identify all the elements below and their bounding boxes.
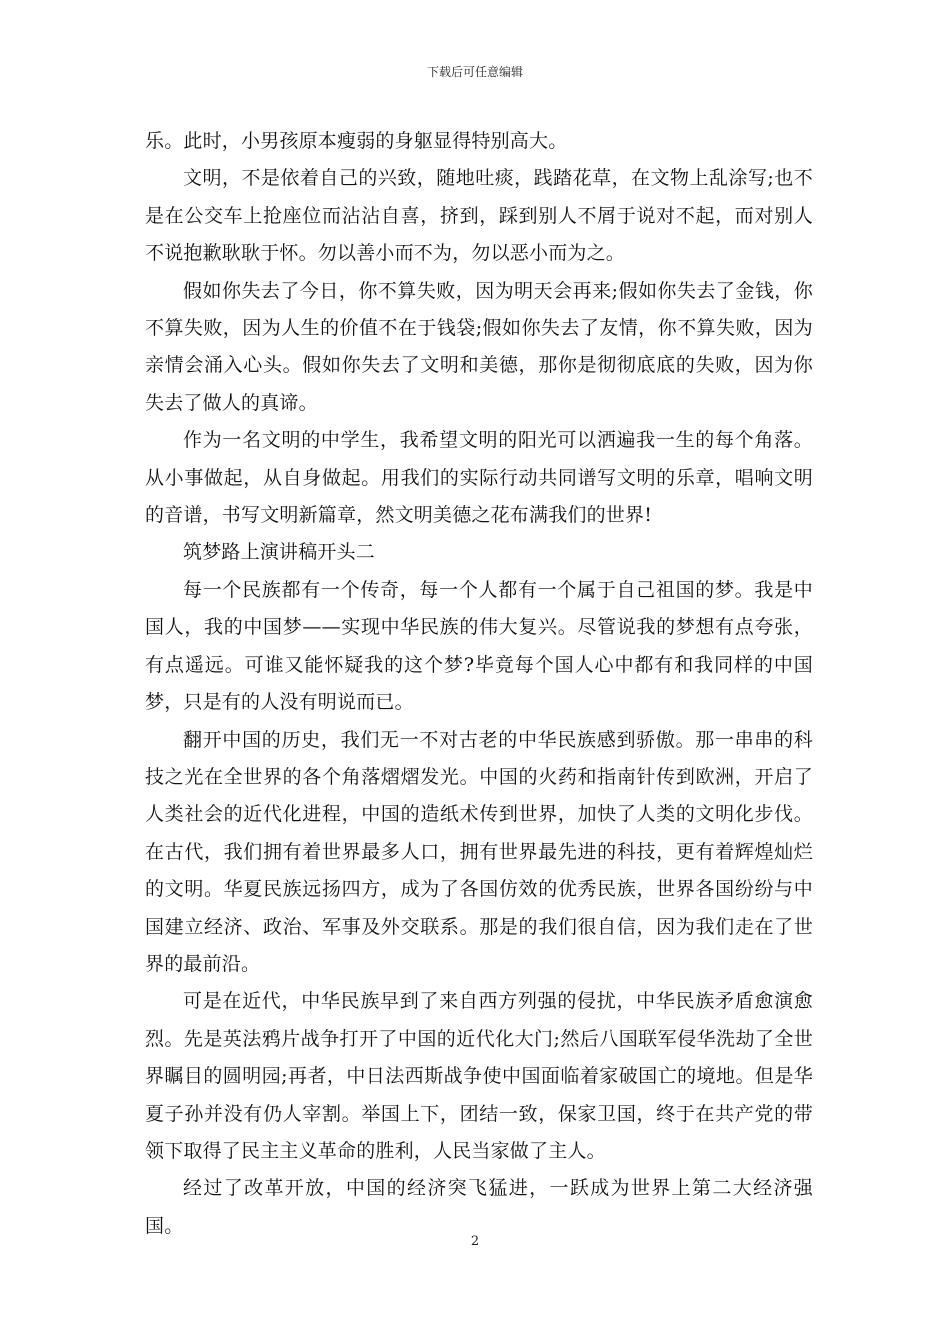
paragraph: 乐。此时，小男孩原本瘦弱的身躯显得特别高大。 — [145, 130, 568, 152]
paragraph: 每一个民族都有一个传奇，每一个人都有一个属于自己祖国的梦。我是中国人，我的中国梦——实现中华民族的伟大复兴。尽管说我的梦想有点夸张，有点遥远。可谁又能怀疑我的这个梦?毕竟每个国人心中都有和我同样的中国梦，只是有的人没有明说而已。 — [145, 578, 813, 714]
body-text — [145, 123, 813, 1245]
section-heading: 筑梦路上演讲稿开头二 — [183, 541, 376, 564]
paragraph: 文明，不是依着自己的兴致，随地吐痰，践踏花草，在文物上乱涂写;也不是在公交车上抢座位而沾沾自喜，挤到，踩到别人不屑于说对不起，而对别人不说抱歉耿耿于怀。勿以善小而不为，勿以恶小而为之。 — [145, 167, 813, 265]
paragraph: 假如你失去了今日，你不算失败，因为明天会再来;假如你失去了金钱，你不算失败，因为人生的价值不在于钱袋;假如你失去了友情，你不算失败，因为亲情会涌入心头。假如你失去了文明和美德，那你是彻彻底底的失败，因为你失去了做人的真谛。 — [145, 279, 813, 414]
paragraph: 经过了改革开放，中国的经济突飞猛进，一跃成为世界上第二大经济强国。 — [145, 1177, 813, 1237]
page-number: 2 — [470, 1234, 480, 1249]
paragraph: 可是在近代，中华民族早到了来自西方列强的侵扰，中华民族矛盾愈演愈烈。先是英法鸦片战争打开了中国的近代化大门;然后八国联军侵华洗劫了全世界瞩目的圆明园;再者，中日法西斯战争使中国面临着家破国亡的境地。但是华夏子孙并没有仍人宰割。举国上下，团结一致，保家卫国，终于在共产党的带领下取得了民主主义革命的胜利，人民当家做了主人。 — [145, 990, 813, 1162]
page-header: 下载后可任意编辑 — [426, 65, 523, 79]
paragraph: 翻开中国的历史，我们无一不对古老的中华民族感到骄傲。那一串串的科技之光在全世界的各个角落熠熠发光。中国的火药和指南针传到欧洲，开启了人类社会的近代化进程，中国的造纸术传到世界，加快了人类的文明化步伐。在古代，我们拥有着世界最多人口，拥有世界最先进的科技，更有着辉煌灿烂的文明。华夏民族远扬四方，成为了各国仿效的优秀民族，世界各国纷纷与中国建立经济、政治、军事及外交联系。那是的我们很自信，因为我们走在了世界的最前沿。 — [145, 728, 813, 975]
paragraph: 作为一名文明的中学生，我希望文明的阳光可以洒遍我一生的每个角落。从小事做起，从自身做起。用我们的实际行动共同谱写文明的乐章，唱响文明的音谱，书写文明新篇章，然文明美德之花布满我们的世界! — [145, 429, 813, 527]
